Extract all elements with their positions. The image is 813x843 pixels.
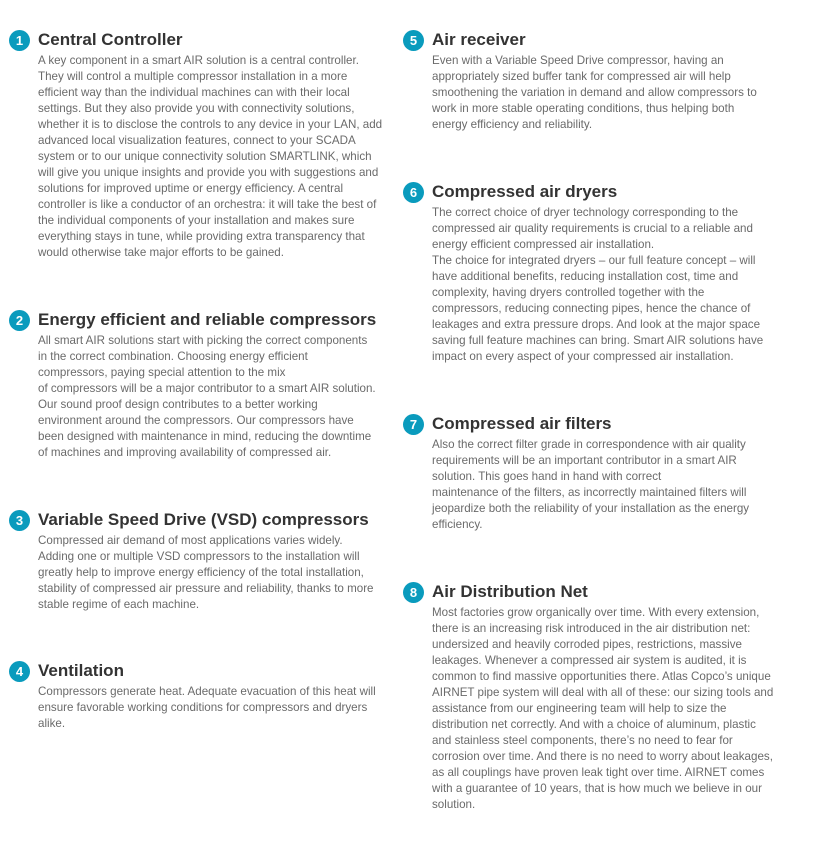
body-line: solutions for improved uptime or energy efficiency. A central bbox=[38, 182, 344, 195]
section-number-badge: 7 bbox=[403, 414, 424, 435]
body-line: The correct choice of dryer technology corresponding to the bbox=[432, 206, 739, 219]
section-body bbox=[38, 684, 376, 732]
body-line: maintenance of the filters, as incorrectly maintained filters will bbox=[432, 486, 747, 499]
body-line: complexity, having dryers controlled together with the bbox=[432, 286, 705, 299]
body-line: Adding one or multiple VSD compressors to the installation will bbox=[38, 550, 360, 563]
body-line: They will control a multiple compressor installation in a more bbox=[38, 70, 348, 83]
section-number-badge: 1 bbox=[9, 30, 30, 51]
body-line: the individual components of your installation and makes sure bbox=[38, 214, 355, 227]
body-line: efficiency. bbox=[432, 518, 483, 531]
body-line: system or to our unique connectivity solution SMARTLINK, which bbox=[38, 150, 372, 163]
body-line: alike. bbox=[38, 717, 66, 730]
body-line: AIRNET pipe system will deal with all of these: our sizing tools and bbox=[432, 686, 774, 699]
body-line: A key component in a smart AIR solution is a central controller. bbox=[38, 54, 359, 67]
section-title: Ventilation bbox=[38, 661, 124, 680]
section-body bbox=[38, 533, 374, 613]
body-line: corrosion over time. And there is no need to worry about leakages, bbox=[432, 750, 773, 763]
body-line: stable regime of each machine. bbox=[38, 598, 200, 611]
body-line: compressors, paying special attention to the mix bbox=[38, 366, 286, 379]
body-line: leakages. Whenever a compressed air system is audited, it is bbox=[432, 654, 747, 667]
body-line: everything stays in tune, while providing extra transparency that bbox=[38, 230, 365, 243]
body-line: controller is like a conductor of an orchestra: it will take the best of bbox=[38, 198, 377, 211]
body-line: have additional benefits, reducing installation cost, time and bbox=[432, 270, 739, 283]
body-line: will give you unique insights and provide you with suggestions and bbox=[38, 166, 379, 179]
body-line: there is an increasing risk introduced in the air distribution net: bbox=[432, 622, 751, 635]
body-line: solution. This goes hand in hand with correct bbox=[432, 470, 662, 483]
body-line: stability of compressed air pressure and reliability, thanks to more bbox=[38, 582, 374, 595]
body-line: of compressors will be a major contributor to a smart AIR solution. bbox=[38, 382, 376, 395]
body-line: compressors, reducing connecting pipes, hence the chance of bbox=[432, 302, 751, 315]
section-title: Energy efficient and reliable compressors bbox=[38, 310, 377, 329]
section-body bbox=[38, 53, 382, 261]
body-line: Also the correct filter grade in correspondence with air quality bbox=[432, 438, 746, 451]
section-body bbox=[432, 53, 757, 133]
body-line: Most factories grow organically over time. With every extension, bbox=[432, 606, 760, 619]
body-line: common to find massive opportunities there. Atlas Copco’s unique bbox=[432, 670, 771, 683]
body-line: and stainless steel components, there’s no need to fear for bbox=[432, 734, 733, 747]
section-body bbox=[432, 437, 749, 533]
body-line: in the correct combination. Choosing energy efficient bbox=[38, 350, 308, 363]
body-line: assistance from our engineering team will help to size the bbox=[432, 702, 727, 715]
section-body bbox=[432, 205, 763, 365]
body-line: advanced local visualization features, connect to your SCADA bbox=[38, 134, 356, 147]
body-line: would otherwise take major efforts to be gained. bbox=[38, 246, 284, 259]
body-line: Compressed air demand of most applications varies widely. bbox=[38, 534, 343, 547]
section-number-badge: 8 bbox=[403, 582, 424, 603]
body-line: ensure favorable working conditions for compressors and dryers bbox=[38, 701, 368, 714]
section-title: Variable Speed Drive (VSD) compressors bbox=[38, 510, 369, 529]
body-line: Even with a Variable Speed Drive compressor, having an bbox=[432, 54, 724, 67]
section-title: Central Controller bbox=[38, 30, 183, 49]
body-line: whether it is to disclose the controls to any device in your LAN, add bbox=[38, 118, 383, 131]
section-title: Air Distribution Net bbox=[432, 582, 588, 601]
body-line: The choice for integrated dryers – our full feature concept – will bbox=[432, 254, 756, 267]
body-line: All smart AIR solutions start with picking the correct components bbox=[38, 334, 368, 347]
body-line: jeopardize both the reliability of your installation as the energy bbox=[432, 502, 750, 515]
body-line: as all couplings have proven leak tight over time. AIRNET comes bbox=[432, 766, 765, 779]
body-line: energy efficiency and reliability. bbox=[432, 118, 593, 131]
section-title: Air receiver bbox=[432, 30, 526, 49]
body-line: with a guarantee of 10 years, that is how much we believe in our bbox=[432, 782, 762, 795]
body-line: Compressors generate heat. Adequate evacuation of this heat will bbox=[38, 685, 376, 698]
body-line: smoothening the variation in demand and allow compressors to bbox=[432, 86, 757, 99]
body-line: greatly help to improve energy efficiency of the total installation, bbox=[38, 566, 364, 579]
section-title: Compressed air filters bbox=[432, 414, 612, 433]
body-line: efficient way than the individual machines can with their local bbox=[38, 86, 350, 99]
body-line: impact on every aspect of your compressed air installation. bbox=[432, 350, 734, 363]
body-line: Our sound proof design contributes to a better working bbox=[38, 398, 318, 411]
body-line: been designed with maintenance in mind, reducing the downtime bbox=[38, 430, 372, 443]
body-line: energy efficient compressed air installation. bbox=[432, 238, 655, 251]
body-line: solution. bbox=[432, 798, 476, 811]
body-line: environment around the compressors. Our compressors have bbox=[38, 414, 354, 427]
body-line: requirements will be an important contributor in a smart AIR bbox=[432, 454, 737, 467]
body-line: settings. But they also provide you with connectivity solutions, bbox=[38, 102, 355, 115]
section-number-badge: 5 bbox=[403, 30, 424, 51]
section-number-badge: 6 bbox=[403, 182, 424, 203]
body-line: appropriately sized buffer tank for compressed air will help bbox=[432, 70, 731, 83]
body-line: saving full feature machines can bring. Smart AIR solutions have bbox=[432, 334, 764, 347]
body-line: leakages and extra pressure drops. And look at the major space bbox=[432, 318, 761, 331]
section-number-badge: 2 bbox=[9, 310, 30, 331]
body-line: distribution net correctly. And with a choice of aluminum, plastic bbox=[432, 718, 756, 731]
body-line: work in more stable operating conditions, thus helping both bbox=[432, 102, 735, 115]
section-number-badge: 4 bbox=[9, 661, 30, 682]
body-line: undersized and heavily corroded pipes, restrictions, massive bbox=[432, 638, 742, 651]
body-line: of machines and improving availability of compressed air. bbox=[38, 446, 332, 459]
section-body bbox=[38, 333, 376, 461]
section-title: Compressed air dryers bbox=[432, 182, 618, 201]
section-body bbox=[432, 605, 773, 813]
body-line: compressed air quality requirements is crucial to a reliable and bbox=[432, 222, 753, 235]
section-number-badge: 3 bbox=[9, 510, 30, 531]
